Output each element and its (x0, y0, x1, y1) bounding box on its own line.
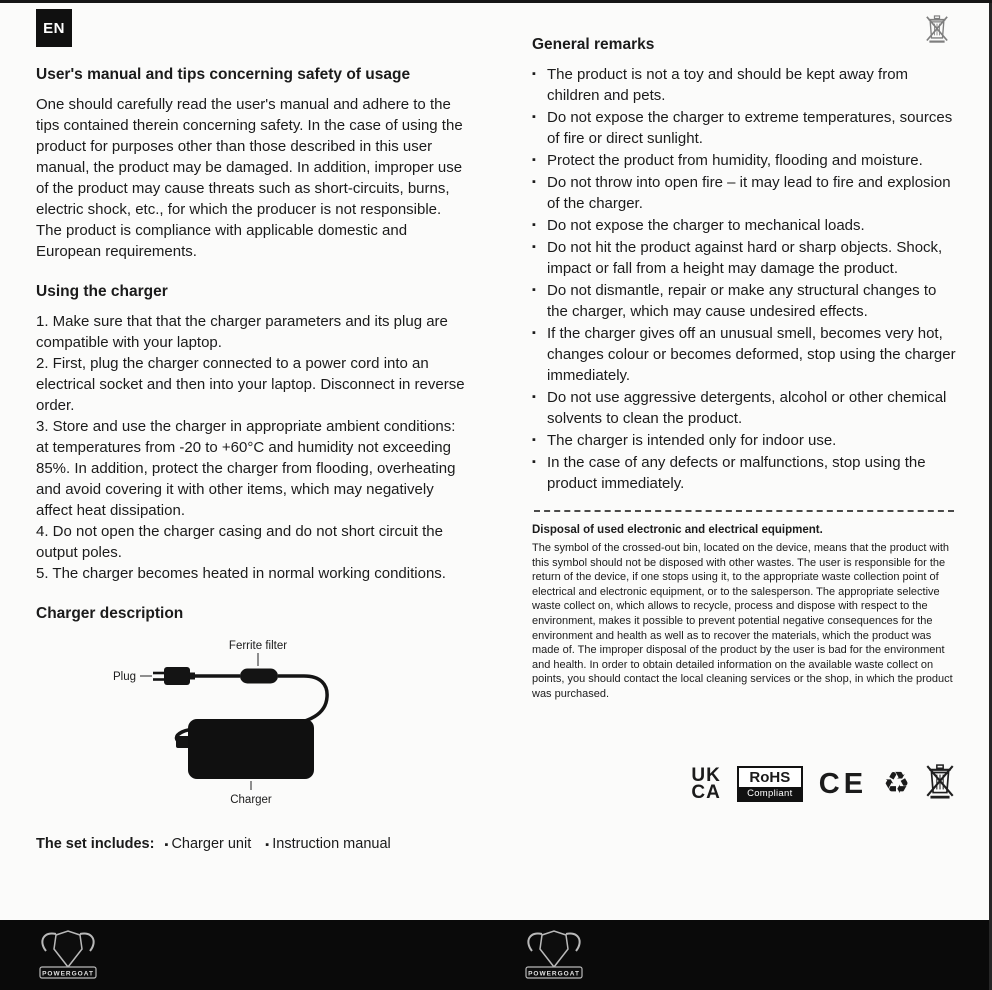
using-section (36, 282, 468, 584)
ce-mark: CE (818, 767, 868, 800)
ukca-top: UK (691, 765, 721, 787)
footer-bar (0, 920, 992, 990)
remark-item: ▪ Protect the product from humidity, flooding and moisture. (532, 150, 956, 171)
charger-body (188, 719, 314, 779)
rohs-compliant-label: Compliant (739, 787, 801, 800)
remark-item: ▪ Do not use aggressive detergents, alcohol or other chemical solvents to clean the product. (532, 387, 956, 429)
using-step: 4. Do not open the charger casing and do not short circuit the output poles. (36, 523, 443, 561)
disposal-body: The symbol of the crossed-out bin, located on the device, means that the product with this symbol should not be disposed with other wastes. The user is responsible for the return of the device, if one stops using it, to the appropriate waste collection point of electrical and electronic equipment, or to the salesperson. The appropriate selective waste collect on, which allows to recycle, process and dispose with respect to the environment, makes it possible to prevent potential negative consequences for the environment and health as well as to recover the materials, which the product was made of. The improper disposal of the product by the user is bad for the environment and health. In order to obtain detailed information on the available waste collect on points, you should contact the local cleaning services or the shop, in which the product was purchased. (532, 542, 953, 700)
goat-head-icon (540, 931, 568, 967)
plug-body (164, 667, 190, 685)
left-column (36, 65, 468, 867)
safety-body: One should carefully read the user's manual and adhere to the tips contained therein concerning safety. In the case of using the product for purposes other than those described in this user manual, the product may be damaged. In addition, improper use of the product may cause threats such as short-circuits, burns, electric shock, etc., for which the producer is not responsible. The product is compliance with applicable domestic and European requirements. (36, 96, 463, 260)
ukca-mark (691, 765, 721, 804)
ferrite-filter-label: Ferrite filter (228, 640, 288, 652)
right-column (532, 35, 956, 805)
dashed-divider (534, 510, 954, 512)
ukca-bottom: CA (691, 782, 721, 804)
plug-label: Plug (112, 671, 136, 683)
charger-diagram (36, 633, 468, 816)
safety-section (36, 65, 468, 262)
language-badge: EN (36, 9, 72, 47)
using-step: 1. Make sure that that the charger parameters and its plug are compatible with your laptop. (36, 313, 448, 351)
remark-item: ▪ Do not expose the charger to mechanical loads. (532, 215, 956, 236)
disposal-heading: Disposal of used electronic and electrical equipment. (532, 524, 823, 536)
using-step: 5. The charger becomes heated in normal working conditions. (36, 565, 446, 582)
set-includes-line (36, 836, 468, 852)
set-includes-item: ▪ Charger unit (164, 836, 251, 852)
set-includes-label: The set includes: (36, 836, 155, 852)
recycle-icon: ♻ (883, 767, 910, 801)
weee-bin-icon (926, 764, 954, 805)
remark-item: ▪ The product is not a toy and should be kept away from children and pets. (532, 64, 956, 106)
rohs-mark (737, 766, 803, 802)
description-heading: Charger description (36, 605, 184, 622)
remark-item: ▪ Do not hit the product against hard or sharp objects. Shock, impact or fall from a height may damage the product. (532, 237, 956, 279)
using-step: 3. Store and use the charger in appropriate ambient conditions: at temperatures from -20 to +60°C and humidity not exceeding 85%. In addition, protect the charger from flooding, overheating and avoid covering it with other items, which may negatively affect heat dissipation. (36, 418, 456, 519)
remark-item: ▪ If the charger gives off an unusual smell, becomes very hot, changes colour or becomes deformed, stop using the charger immediately. (532, 323, 956, 386)
goat-head-icon (54, 931, 82, 967)
powergoat-logo (522, 929, 586, 986)
safety-heading: User's manual and tips concerning safety of usage (36, 66, 411, 83)
brand-label: POWERGOAT (42, 970, 94, 978)
certification-marks (532, 764, 956, 805)
powergoat-logo (36, 929, 100, 986)
remark-item: ▪ Do not throw into open fire – it may lead to fire and explosion of the charger. (532, 172, 956, 214)
using-step: 2. First, plug the charger connected to a power cord into an electrical socket and then into your laptop. Disconnect in reverse order. (36, 355, 465, 414)
set-includes-item: ▪ Instruction manual (265, 836, 390, 852)
ferrite-filter (240, 669, 278, 684)
dc-connector (176, 736, 190, 748)
remarks-list (532, 64, 956, 494)
remarks-heading: General remarks (532, 36, 655, 53)
remark-item: ▪ The charger is intended only for indoor use. (532, 430, 956, 451)
remark-item: ▪ Do not expose the charger to extreme temperatures, sources of fire or direct sunlight. (532, 107, 956, 149)
remark-item: ▪ Do not dismantle, repair or make any structural changes to the charger, which may cause undesired effects. (532, 280, 956, 322)
charger-label: Charger (230, 794, 272, 806)
description-section (36, 604, 468, 816)
using-heading: Using the charger (36, 283, 168, 300)
brand-label: POWERGOAT (528, 970, 580, 978)
remark-item: ▪ In the case of any defects or malfunctions, stop using the product immediately. (532, 452, 956, 494)
rohs-label: RoHS (749, 769, 791, 787)
